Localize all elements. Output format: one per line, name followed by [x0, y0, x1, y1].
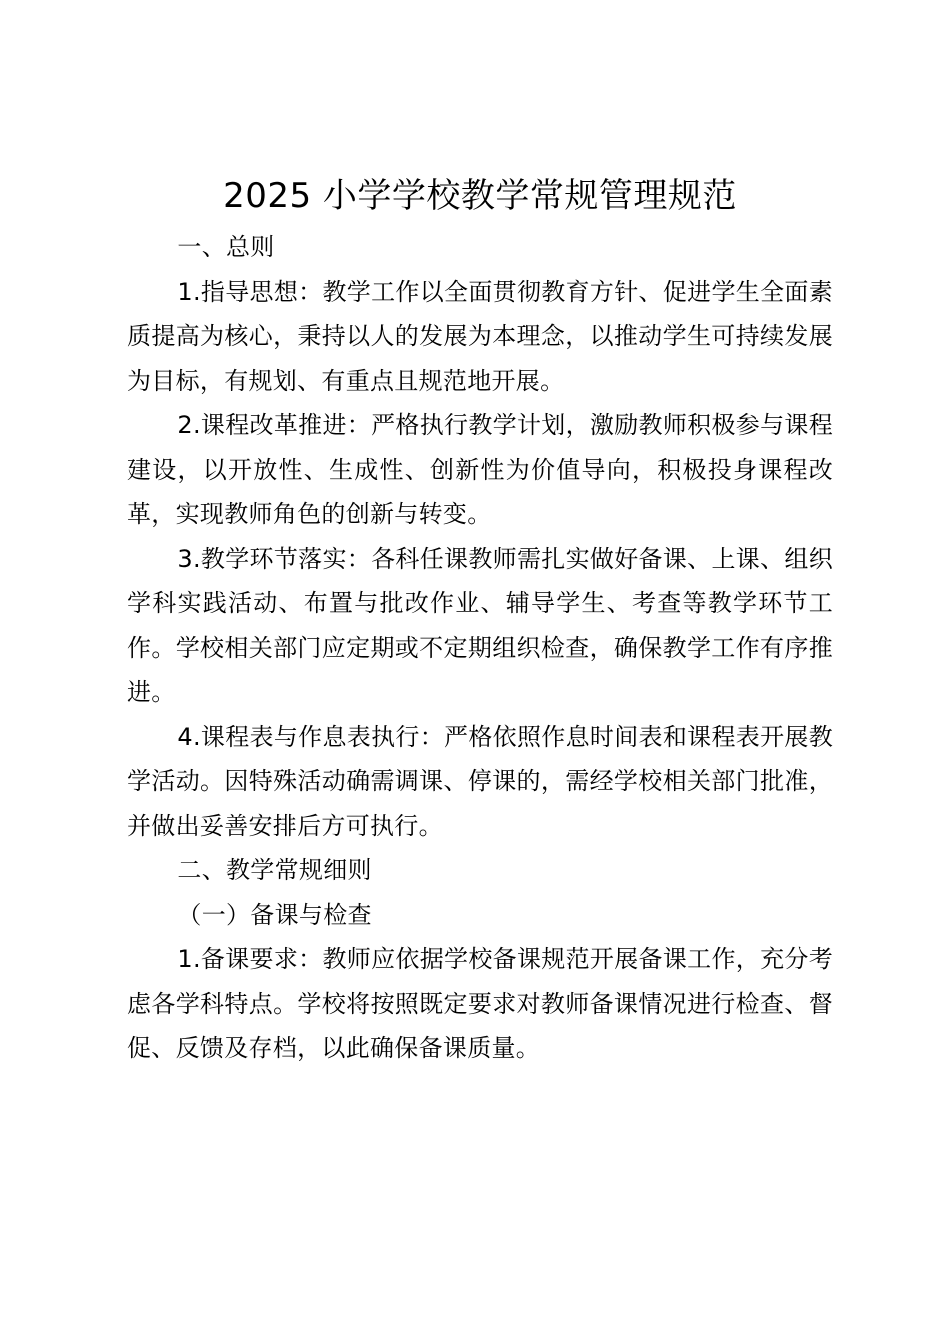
paragraph-timetable-execution: 4.课程表与作息表执行：严格依照作息时间表和课程表开展教学活动。因特殊活动确需调课、停课的，需经学校相关部门批准，并做出妥善安排后方可执行。 — [127, 722, 833, 840]
paragraph-teaching-links: 3.教学环节落实：各科任课教师需扎实做好备课、上课、组织学科实践活动、布置与批改作业、辅导学生、考查等教学环节工作。学校相关部门应定期或不定期组织检查，确保教学工作有序推进。 — [127, 544, 833, 706]
document-title: 2025 小学学校教学常规管理规范 — [223, 176, 737, 216]
section-heading-teaching-rules: 二、教学常规细则 — [177, 856, 372, 884]
section-heading-general: 一、总则 — [177, 233, 275, 261]
paragraph-lesson-prep-requirements: 1.备课要求：教师应依据学校备课规范开展备课工作，充分考虑各学科特点。学校将按照既定要求对教师备课情况进行检查、督促、反馈及存档，以此确保备课质量。 — [127, 945, 833, 1062]
paragraph-curriculum-reform: 2.课程改革推进：严格执行教学计划，激励教师积极参与课程建设，以开放性、生成性、创新性为价值导向，积极投身课程改革，实现教师角色的创新与转变。 — [127, 411, 833, 528]
subsection-heading-lesson-prep: （一）备课与检查 — [177, 900, 372, 929]
paragraph-guiding-ideology: 1.指导思想：教学工作以全面贯彻教育方针、促进学生全面素质提高为核心，秉持以人的发展为本理念，以推动学生可持续发展为目标，有规划、有重点且规范地开展。 — [127, 277, 833, 395]
document-page — [127, 170, 833, 1071]
